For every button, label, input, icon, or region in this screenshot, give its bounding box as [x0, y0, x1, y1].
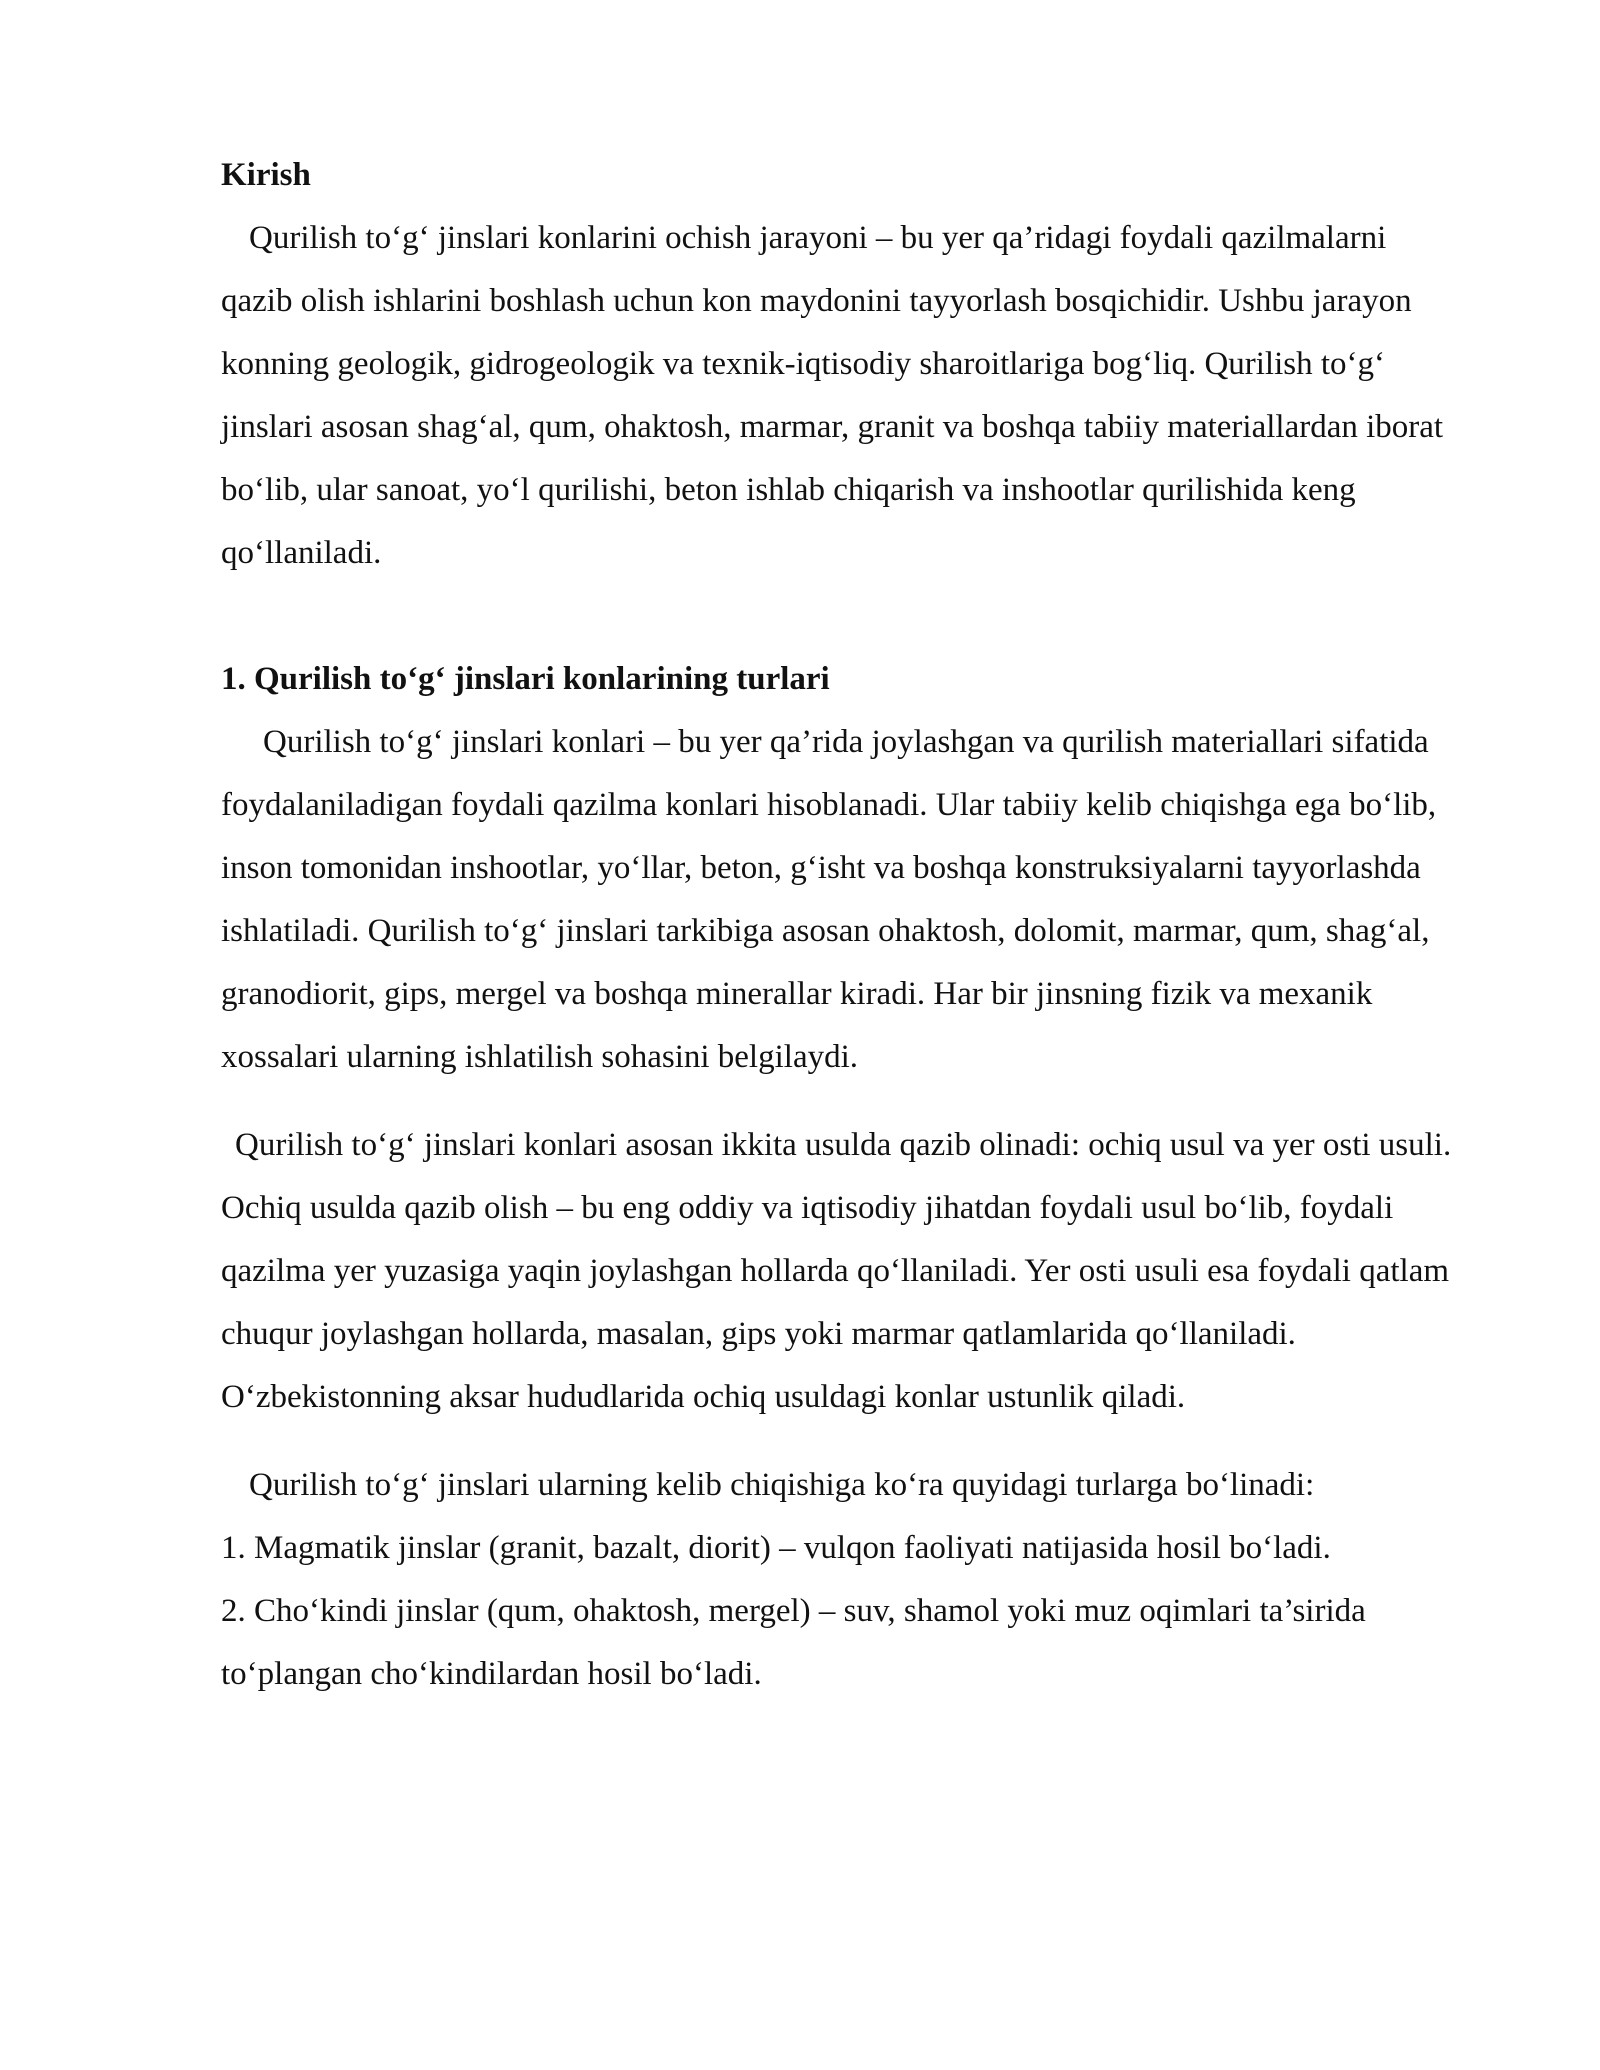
- section1-heading: 1. Qurilish to‘g‘ jinslari konlarining turlari: [221, 661, 830, 697]
- list-item-2: 2. Cho‘kindi jinslar (qum, ohaktosh, mergel) – suv, shamol yoki muz oqimlari ta’sirida to‘plangan cho‘kindilardan hosil bo‘ladi.: [221, 1593, 1366, 1692]
- section1-paragraph-3: Qurilish to‘g‘ jinslari ularning kelib chiqishiga ko‘ra quyidagi turlarga bo‘linadi:: [249, 1467, 1315, 1503]
- intro-heading: Kirish: [221, 157, 311, 193]
- document-page: [221, 144, 1461, 1706]
- intro-paragraph: Qurilish to‘g‘ jinslari konlarini ochish jarayoni – bu yer qa’ridagi foydali qazilmalarni qazib olish ishlarini boshlash uchun kon maydonini tayyorlash bosqichidir. Ushbu jarayon konning geologik, gidrogeologik va texnik-iqtisodiy sharoitlariga bog‘liq. Qurilish to‘g‘ jinslari asosan shag‘al, qum, ohaktosh, marmar, granit va boshqa tabiiy materiallardan iborat bo‘lib, ular sanoat, yo‘l qurilishi, beton ishlab chiqarish va inshootlar qurilishida keng qo‘llaniladi.: [221, 220, 1444, 571]
- section-spacer: [221, 585, 1461, 648]
- list-item-1: 1. Magmatik jinslar (granit, bazalt, diorit) – vulqon faoliyati natijasida hosil bo‘ladi.: [221, 1530, 1331, 1566]
- section1-paragraph-2: Qurilish to‘g‘ jinslari konlari asosan ikkita usulda qazib olinadi: ochiq usul va yer osti usuli. Ochiq usulda qazib olish – bu eng oddiy va iqtisodiy jihatdan foydali usul bo‘lib, foydali qazilma yer yuzasiga yaqin joylashgan hollarda qo‘llaniladi. Yer osti usuli esa foydali qatlam chuqur joylashgan hollarda, masalan, gips yoki marmar qatlamlarida qo‘llaniladi. O‘zbekistonning aksar hududlarida ochiq usuldagi konlar ustunlik qiladi.: [221, 1127, 1452, 1415]
- section1-paragraph-1: Qurilish to‘g‘ jinslari konlari – bu yer qa’rida joylashgan va qurilish materiallari sifatida foydalaniladigan foydali qazilma konlari hisoblanadi. Ular tabiiy kelib chiqishga ega bo‘lib, inson tomonidan inshootlar, yo‘llar, beton, g‘isht va boshqa konstruksiyalarni tayyorlashda ishlatiladi. Qurilish to‘g‘ jinslari tarkibiga asosan ohaktosh, dolomit, marmar, qum, shag‘al, granodiorit, gips, mergel va boshqa minerallar kiradi. Har bir jinsning fizik va mexanik xossalari ularning ishlatilish sohasini belgilaydi.: [221, 724, 1437, 1075]
